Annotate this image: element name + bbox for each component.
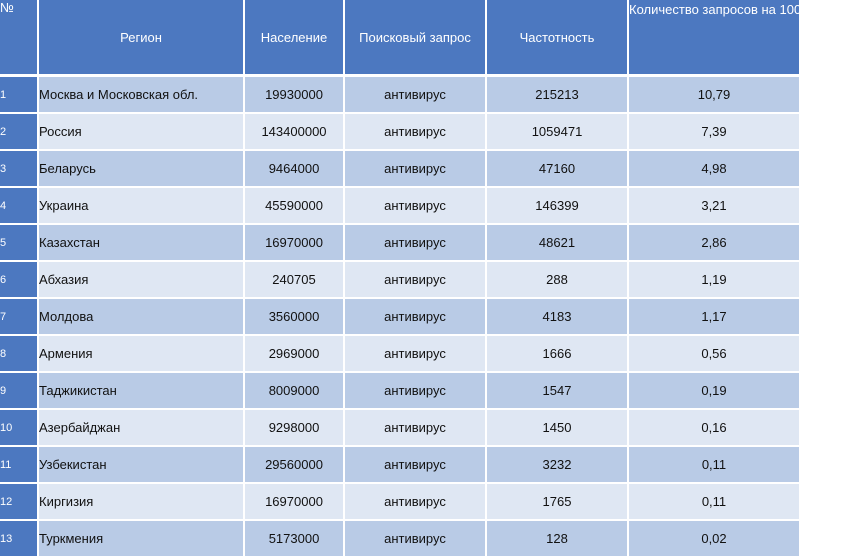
cell-region: Россия xyxy=(38,113,244,150)
table-row xyxy=(0,520,800,557)
cell-ratio: 0,02 xyxy=(628,520,800,557)
header-region: Регион xyxy=(38,0,244,76)
table-row xyxy=(0,187,800,224)
cell-population: 16970000 xyxy=(244,483,344,520)
cell-ratio: 1,17 xyxy=(628,298,800,335)
cell-region: Туркмения xyxy=(38,520,244,557)
cell-ratio: 0,11 xyxy=(628,483,800,520)
table-row xyxy=(0,76,800,114)
cell-ratio: 4,98 xyxy=(628,150,800,187)
cell-query: антивирус xyxy=(344,483,486,520)
cell-population: 16970000 xyxy=(244,224,344,261)
cell-number: 4 xyxy=(0,187,38,224)
cell-number: 12 xyxy=(0,483,38,520)
header-query: Поисковый запрос xyxy=(344,0,486,76)
table-row xyxy=(0,298,800,335)
cell-frequency: 48621 xyxy=(486,224,628,261)
cell-frequency: 1666 xyxy=(486,335,628,372)
cell-frequency: 288 xyxy=(486,261,628,298)
cell-frequency: 1765 xyxy=(486,483,628,520)
cell-number: 9 xyxy=(0,372,38,409)
cell-query: антивирус xyxy=(344,261,486,298)
cell-population: 45590000 xyxy=(244,187,344,224)
cell-ratio: 0,56 xyxy=(628,335,800,372)
cell-ratio: 0,19 xyxy=(628,372,800,409)
table-row xyxy=(0,335,800,372)
header-row xyxy=(0,0,800,76)
cell-number: 1 xyxy=(0,76,38,114)
cell-number: 10 xyxy=(0,409,38,446)
cell-population: 8009000 xyxy=(244,372,344,409)
cell-number: 13 xyxy=(0,520,38,557)
cell-query: антивирус xyxy=(344,335,486,372)
cell-ratio: 10,79 xyxy=(628,76,800,114)
cell-region: Узбекистан xyxy=(38,446,244,483)
header-number: № xyxy=(0,0,38,76)
cell-population: 2969000 xyxy=(244,335,344,372)
table-row xyxy=(0,261,800,298)
cell-frequency: 146399 xyxy=(486,187,628,224)
cell-region: Азербайджан xyxy=(38,409,244,446)
cell-ratio: 7,39 xyxy=(628,113,800,150)
table-row xyxy=(0,150,800,187)
cell-ratio: 1,19 xyxy=(628,261,800,298)
cell-query: антивирус xyxy=(344,113,486,150)
cell-number: 11 xyxy=(0,446,38,483)
cell-ratio: 3,21 xyxy=(628,187,800,224)
cell-number: 8 xyxy=(0,335,38,372)
cell-query: антивирус xyxy=(344,520,486,557)
cell-population: 143400000 xyxy=(244,113,344,150)
cell-query: антивирус xyxy=(344,372,486,409)
cell-frequency: 215213 xyxy=(486,76,628,114)
header-frequency: Частотность xyxy=(486,0,628,76)
cell-ratio: 2,86 xyxy=(628,224,800,261)
table-row xyxy=(0,113,800,150)
cell-frequency: 4183 xyxy=(486,298,628,335)
cell-region: Беларусь xyxy=(38,150,244,187)
cell-frequency: 1450 xyxy=(486,409,628,446)
cell-ratio: 0,11 xyxy=(628,446,800,483)
table-row xyxy=(0,372,800,409)
cell-population: 19930000 xyxy=(244,76,344,114)
cell-query: антивирус xyxy=(344,298,486,335)
cell-number: 5 xyxy=(0,224,38,261)
cell-number: 2 xyxy=(0,113,38,150)
cell-region: Казахстан xyxy=(38,224,244,261)
cell-region: Молдова xyxy=(38,298,244,335)
cell-frequency: 3232 xyxy=(486,446,628,483)
cell-population: 240705 xyxy=(244,261,344,298)
header-ratio: Количество запросов на 1000 человек xyxy=(628,0,800,76)
table-row xyxy=(0,409,800,446)
cell-region: Абхазия xyxy=(38,261,244,298)
cell-query: антивирус xyxy=(344,187,486,224)
cell-query: антивирус xyxy=(344,224,486,261)
cell-region: Таджикистан xyxy=(38,372,244,409)
cell-region: Армения xyxy=(38,335,244,372)
cell-frequency: 47160 xyxy=(486,150,628,187)
table-row xyxy=(0,224,800,261)
cell-population: 5173000 xyxy=(244,520,344,557)
cell-number: 7 xyxy=(0,298,38,335)
cell-population: 29560000 xyxy=(244,446,344,483)
cell-number: 3 xyxy=(0,150,38,187)
cell-region: Киргизия xyxy=(38,483,244,520)
table-row xyxy=(0,483,800,520)
table-body xyxy=(0,76,800,558)
cell-population: 3560000 xyxy=(244,298,344,335)
cell-region: Москва и Московская обл. xyxy=(38,76,244,114)
cell-query: антивирус xyxy=(344,409,486,446)
table-row xyxy=(0,446,800,483)
cell-frequency: 128 xyxy=(486,520,628,557)
cell-query: антивирус xyxy=(344,76,486,114)
cell-frequency: 1059471 xyxy=(486,113,628,150)
cell-frequency: 1547 xyxy=(486,372,628,409)
cell-region: Украина xyxy=(38,187,244,224)
cell-population: 9298000 xyxy=(244,409,344,446)
cell-query: антивирус xyxy=(344,446,486,483)
cell-ratio: 0,16 xyxy=(628,409,800,446)
table-header xyxy=(0,0,860,76)
header-population: Население xyxy=(244,0,344,76)
cell-population: 9464000 xyxy=(244,150,344,187)
cell-query: антивирус xyxy=(344,150,486,187)
cell-number: 6 xyxy=(0,261,38,298)
